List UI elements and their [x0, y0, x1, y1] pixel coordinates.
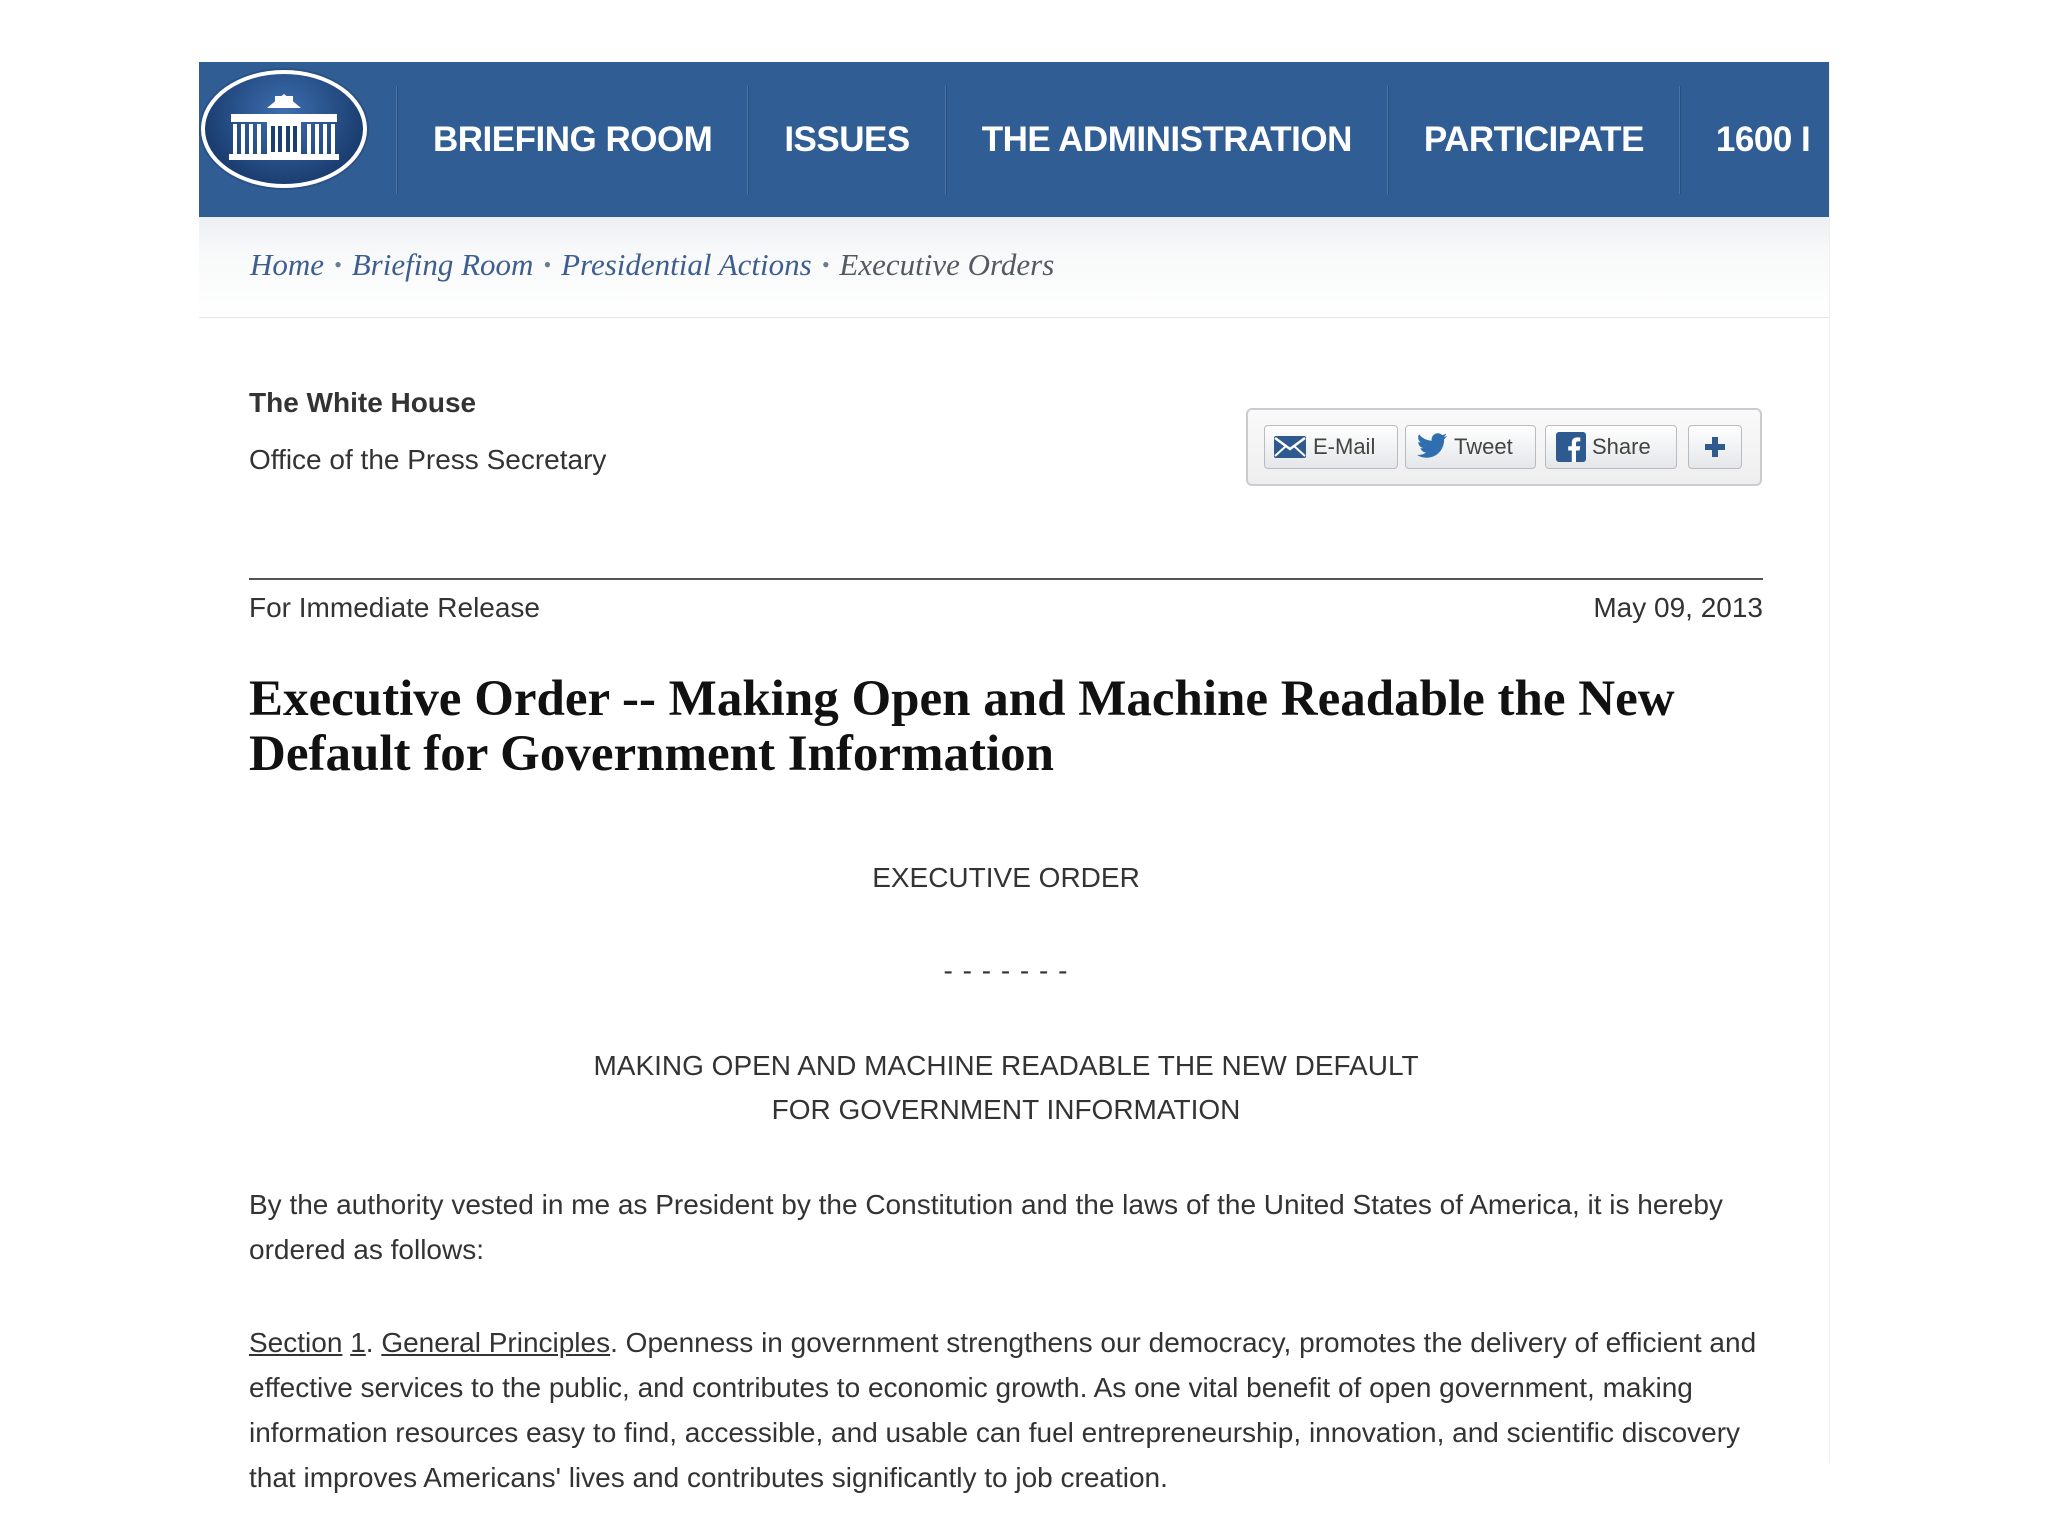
- facebook-icon: [1556, 432, 1586, 462]
- email-label: E-Mail: [1313, 434, 1376, 459]
- breadcrumb-separator: •: [821, 252, 830, 277]
- section-title: General Principles: [381, 1327, 611, 1358]
- order-subtitle-line-2: FOR GOVERNMENT INFORMATION: [771, 1094, 1241, 1125]
- facebook-share-button[interactable]: [1545, 425, 1677, 469]
- breadcrumb-separator: •: [543, 252, 552, 277]
- order-heading: EXECUTIVE ORDER: [872, 862, 1140, 893]
- share-toolbar: [1246, 408, 1762, 486]
- more-share-button[interactable]: [1688, 425, 1742, 469]
- nav-the-administration[interactable]: THE ADMINISTRATION: [981, 120, 1352, 159]
- release-label: For Immediate Release: [249, 592, 541, 623]
- breadcrumb-presidential-actions[interactable]: Presidential Actions: [561, 247, 812, 282]
- breadcrumb-executive-orders[interactable]: Executive Orders: [839, 247, 1055, 282]
- share-label: Share: [1592, 434, 1651, 459]
- release-date: May 09, 2013: [1593, 592, 1763, 623]
- white-house-logo[interactable]: [201, 70, 367, 188]
- envelope-icon: [1273, 435, 1307, 459]
- dash-separator: - - - - - - -: [943, 955, 1069, 986]
- section-1-paragraph: Section 1. General Principles. Openness in government strengthens our democracy, promotes the delivery of efficient and effective services to the public, and contributes to economic growth. As one vital benefit of open government, making information resources easy to find, accessible, and usable can fuel entrepreneurship, innovation, and scientific discovery that improves Americans' lives and contributes significantly to job creation.: [249, 1327, 1757, 1493]
- twitter-bird-icon: [1416, 433, 1448, 461]
- breadcrumb-separator: •: [334, 252, 342, 277]
- page-title: Executive Order -- Making Open and Machine Readable the New Default for Government Information: [249, 671, 1675, 782]
- office-name: Office of the Press Secretary: [249, 444, 607, 475]
- plus-icon: [1704, 436, 1726, 458]
- section-word: Section: [249, 1327, 343, 1358]
- tweet-label: Tweet: [1454, 434, 1513, 459]
- breadcrumb-bar: [199, 217, 1829, 318]
- nav-participate[interactable]: PARTICIPATE: [1423, 120, 1644, 159]
- main-menu: [396, 62, 1829, 217]
- breadcrumb: [250, 247, 1054, 283]
- top-nav: [199, 62, 1829, 217]
- white-house-icon: [223, 90, 345, 170]
- breadcrumb-briefing-room[interactable]: Briefing Room: [351, 247, 534, 282]
- org-name: The White House: [249, 387, 477, 418]
- tweet-button[interactable]: [1405, 425, 1536, 469]
- breadcrumb-home[interactable]: Home: [250, 247, 325, 282]
- preamble-paragraph: By the authority vested in me as President by the Constitution and the laws of the United States of America, it is hereby ordered as follows:: [249, 1189, 1723, 1265]
- nav-briefing-room[interactable]: BRIEFING ROOM: [433, 120, 713, 159]
- section-text: . Openness in government strengthens our democracy, promotes the delivery of efficient and effective services to the public, and contributes to economic growth. As one vital benefit of open government, making information resources easy to find, accessible, and usable can fuel entrepreneurship, innovation, and scientific discovery that improves Americans' lives and contributes significantly to job creation.: [249, 1327, 1757, 1493]
- header-divider: [249, 578, 1763, 580]
- nav-1600[interactable]: 1600 I: [1715, 120, 1811, 159]
- nav-issues[interactable]: ISSUES: [784, 120, 910, 159]
- page: [199, 62, 1830, 1493]
- order-subtitle-line-1: MAKING OPEN AND MACHINE READABLE THE NEW DEFAULT: [593, 1050, 1419, 1081]
- email-button[interactable]: [1264, 425, 1398, 469]
- section-number: 1: [350, 1327, 366, 1358]
